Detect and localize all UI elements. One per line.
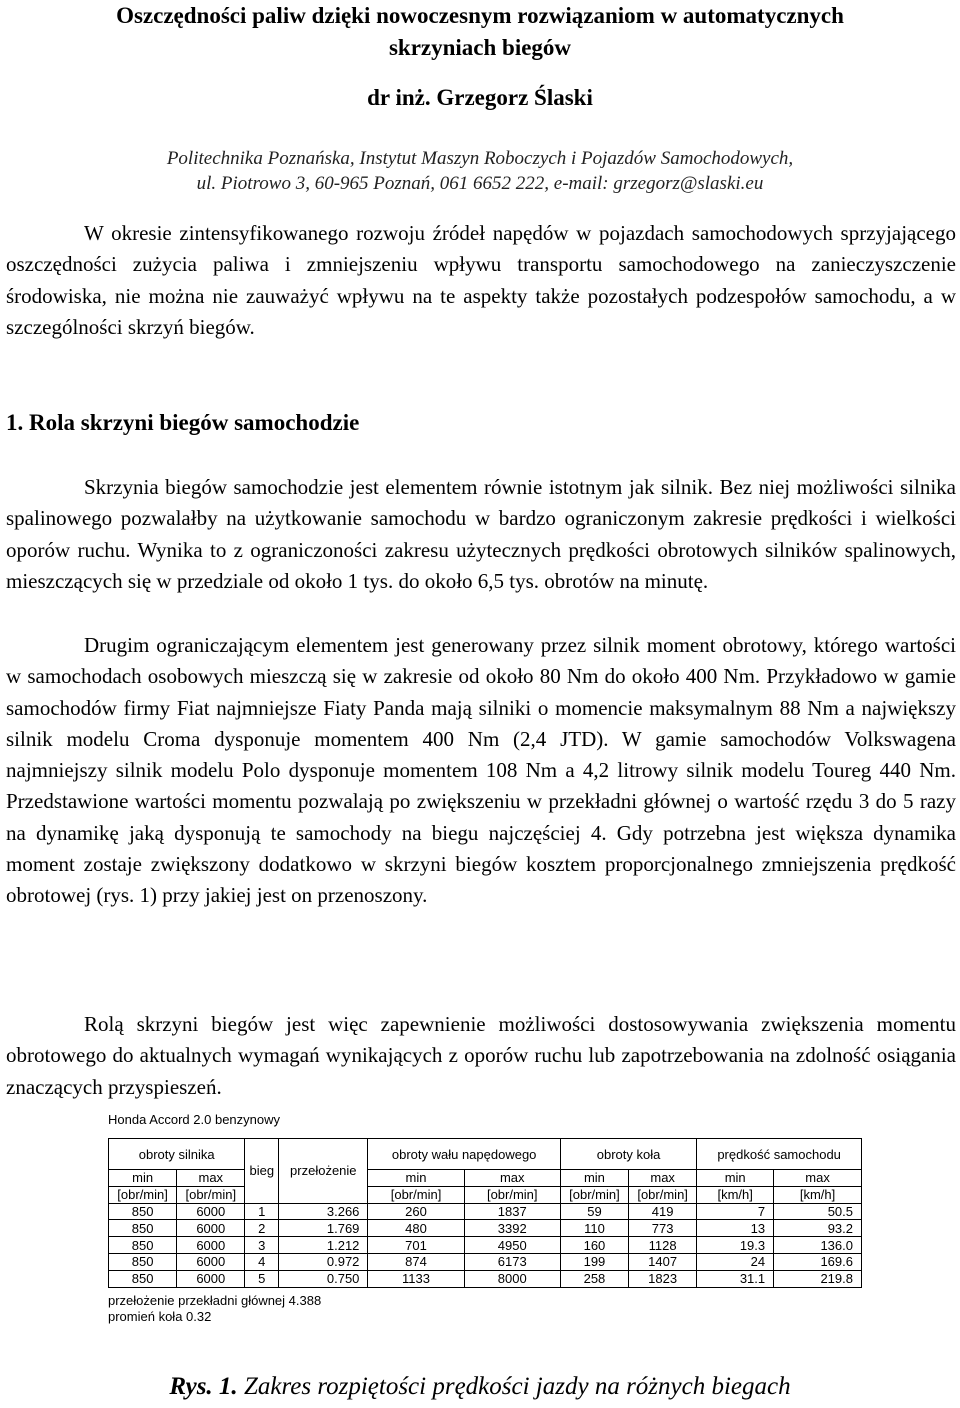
table-cell: 4950 <box>464 1237 560 1254</box>
table-row <box>109 1203 862 1220</box>
col-min: min <box>560 1170 628 1187</box>
table-row <box>109 1270 862 1287</box>
table-row <box>109 1220 862 1237</box>
table-cell: 850 <box>109 1270 177 1287</box>
table-cell: 2 <box>245 1220 279 1237</box>
section-heading: 1. Rola skrzyni biegów samochodzie <box>6 410 360 435</box>
abstract-paragraph: W okresie zintensyfikowanego rozwoju źródeł napędów w pojazdach samochodowych sprzyjającego oszczędności zużycia paliwa i zmniejszeniu wpływu transportu samochodowego na zanieczyszczenie środowiska, nie można nie zauważyć wpływu na te aspekty także pozostałych podzespołów samochodu, a w szczególności skrzyń biegów. <box>6 221 956 339</box>
table-cell: 136.0 <box>774 1237 862 1254</box>
unit-cell: [km/h] <box>697 1186 774 1203</box>
col-max: max <box>177 1170 245 1187</box>
table-cell: 1407 <box>629 1253 697 1270</box>
table-cell: 0.972 <box>279 1253 368 1270</box>
affiliation-line-1: Politechnika Poznańska, Instytut Maszyn Roboczych i Pojazdów Samochodowych, <box>166 148 794 169</box>
table-cell: 3.266 <box>279 1203 368 1220</box>
table-cell: 6000 <box>177 1220 245 1237</box>
col-group-speed: prędkość samochodu <box>697 1139 862 1170</box>
table-cell: 260 <box>368 1203 464 1220</box>
table-units-row <box>109 1186 862 1203</box>
table-cell: 1133 <box>368 1270 464 1287</box>
body-paragraph-2: Drugim ograniczającym elementem jest generowany przez silnik moment obrotowy, którego wartości w samochodach osobowych mieszczą się w zakresie od około 80 Nm do około 400 Nm. Przykładowo w gamie samochodów firmy Fiat najmniejsze Fiaty Panda mają silniki o momencie maksymalnym 88 Nm a największy silnik modelu Croma dysponuje momentem 400 Nm (2,4 JTD). W gamie samochodów Volkswagena najmniejszy silnik modelu Polo dysponuje momentem 108 Nm a 4,2 litrowy silnik modelu Toureg 440 Nm. Przedstawione wartości momentu pozwalają po zwiększeniu w przekładni głównej o wartość rzędu 3 do 5 razy na dynamikę jaką dysponują te samochody na biegu najczęściej 4. Gdy potrzebna jest większa dynamika moment zostaje zwiększony dodatkowo w skrzyni biegów kosztem proporcjonalnego zmniejszenia prędkość obrotowej (rys. 1) przy jakiej jest on przenoszony. <box>6 633 956 908</box>
table-cell: 7 <box>697 1203 774 1220</box>
col-group-engine: obroty silnika <box>109 1139 245 1170</box>
figure-notes <box>108 1293 862 1325</box>
table-cell: 258 <box>560 1270 628 1287</box>
unit-cell: [obr/min] <box>629 1186 697 1203</box>
unit-cell: [obr/min] <box>560 1186 628 1203</box>
col-max: max <box>774 1170 862 1187</box>
table-cell: 1.769 <box>279 1220 368 1237</box>
table-cell: 0.750 <box>279 1270 368 1287</box>
title-line-1: Oszczędności paliw dzięki nowoczesnym rozwiązaniom w automatycznych <box>116 3 844 28</box>
table-cell: 874 <box>368 1253 464 1270</box>
author: dr inż. Grzegorz Ślaski <box>367 85 593 110</box>
table-cell: 1.212 <box>279 1237 368 1254</box>
table-cell: 773 <box>629 1220 697 1237</box>
table-cell: 850 <box>109 1237 177 1254</box>
unit-cell: [km/h] <box>774 1186 862 1203</box>
table-cell: 8000 <box>464 1270 560 1287</box>
col-max: max <box>464 1170 560 1187</box>
table-cell: 5 <box>245 1270 279 1287</box>
body-paragraph-3: Rolą skrzyni biegów jest więc zapewnienie możliwości dostosowywania zwiększenia momentu obrotowego do aktualnych wymagań wynikających z oporów ruchu lub zapotrzebowania na zdolność osiągania znaczących przyspieszeń. <box>6 1012 956 1099</box>
col-min: min <box>368 1170 464 1187</box>
table-cell: 1 <box>245 1203 279 1220</box>
col-gear: bieg <box>245 1139 279 1204</box>
table-cell: 1128 <box>629 1237 697 1254</box>
note-wheel-radius: promień koła 0.32 <box>108 1308 212 1324</box>
table-cell: 3 <box>245 1237 279 1254</box>
table-body <box>109 1203 862 1287</box>
table-cell: 50.5 <box>774 1203 862 1220</box>
col-min: min <box>697 1170 774 1187</box>
affiliation <box>0 146 960 196</box>
table-cell: 4 <box>245 1253 279 1270</box>
figure-title: Honda Accord 2.0 benzynowy <box>108 1112 280 1127</box>
unit-cell: [obr/min] <box>464 1186 560 1203</box>
unit-cell: [obr/min] <box>368 1186 464 1203</box>
unit-cell: [obr/min] <box>177 1186 245 1203</box>
paper-title <box>0 0 960 64</box>
gear-speed-table <box>108 1138 862 1288</box>
table-cell: 110 <box>560 1220 628 1237</box>
caption-text: Zakres rozpiętości prędkości jazdy na różnych biegach <box>237 1373 791 1400</box>
table-cell: 6000 <box>177 1203 245 1220</box>
table-cell: 199 <box>560 1253 628 1270</box>
table-cell: 169.6 <box>774 1253 862 1270</box>
table-cell: 6000 <box>177 1270 245 1287</box>
table-sub-header-row <box>109 1170 862 1187</box>
affiliation-line-2: ul. Piotrowo 3, 60-965 Poznań, 061 6652 222, e-mail: grzegorz@slaski.eu <box>196 173 764 194</box>
caption-label: Rys. 1. <box>169 1373 238 1400</box>
title-line-2: skrzyniach biegów <box>388 35 572 60</box>
note-final-drive: przełożenie przekładni głównej 4.388 <box>108 1292 322 1308</box>
table-cell: 6000 <box>177 1237 245 1254</box>
table-cell: 701 <box>368 1237 464 1254</box>
table-cell: 31.1 <box>697 1270 774 1287</box>
table-cell: 480 <box>368 1220 464 1237</box>
table-cell: 24 <box>697 1253 774 1270</box>
col-group-wheel: obroty koła <box>560 1139 696 1170</box>
table-cell: 13 <box>697 1220 774 1237</box>
table-cell: 6173 <box>464 1253 560 1270</box>
figure-caption <box>0 1370 960 1404</box>
table-cell: 850 <box>109 1203 177 1220</box>
table-row <box>109 1237 862 1254</box>
table-cell: 59 <box>560 1203 628 1220</box>
col-ratio: przełożenie <box>279 1139 368 1204</box>
table-cell: 93.2 <box>774 1220 862 1237</box>
table-cell: 1837 <box>464 1203 560 1220</box>
col-group-shaft: obroty wału napędowego <box>368 1139 560 1170</box>
table-cell: 3392 <box>464 1220 560 1237</box>
col-max: max <box>629 1170 697 1187</box>
col-min: min <box>109 1170 177 1187</box>
table-cell: 1823 <box>629 1270 697 1287</box>
table-cell: 219.8 <box>774 1270 862 1287</box>
body-paragraph-1: Skrzynia biegów samochodzie jest elementem równie istotnym jak silnik. Bez niej możliwości silnika spalinowego pozwalałby na użytkowanie samochodu w bardzo ograniczonym zakresie prędkości i wielkości oporów ruchu. Wynika to z ograniczoności zakresu użytecznych prędkości obrotowych silników spalinowych, mieszczących się w przedziale od około 1 tys. do około 6,5 tys. obrotów na minutę. <box>6 475 956 593</box>
table-cell: 160 <box>560 1237 628 1254</box>
table-cell: 850 <box>109 1220 177 1237</box>
table-group-header-row <box>109 1139 862 1170</box>
table-row <box>109 1253 862 1270</box>
figure-table <box>108 1112 862 1325</box>
table-cell: 6000 <box>177 1253 245 1270</box>
table-cell: 850 <box>109 1253 177 1270</box>
table-cell: 19.3 <box>697 1237 774 1254</box>
table-cell: 419 <box>629 1203 697 1220</box>
unit-cell: [obr/min] <box>109 1186 177 1203</box>
